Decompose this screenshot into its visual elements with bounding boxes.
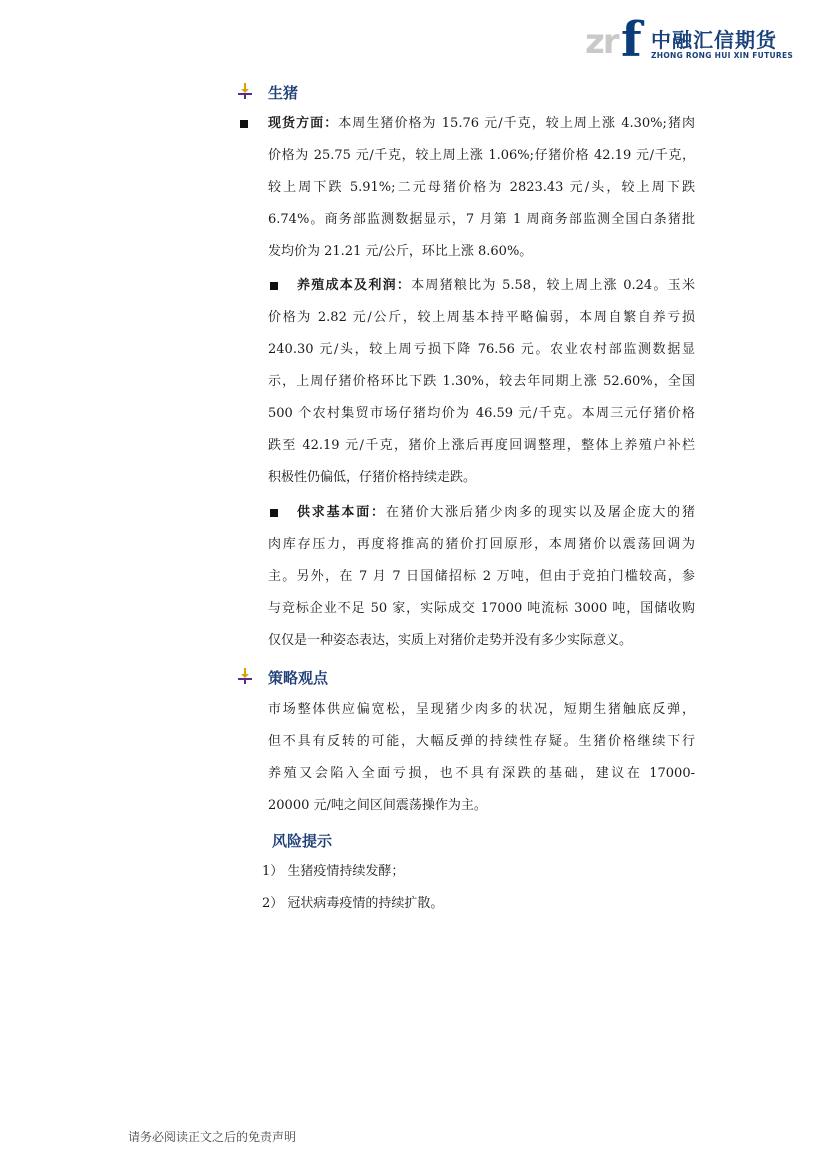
- logo-name-cn: 中融汇信期货: [651, 28, 777, 52]
- spot-label: 现货方面：: [268, 116, 339, 131]
- list-item: 1） 生猪疫情持续发酵；: [262, 864, 405, 879]
- logo-name-en: ZHONG RONG HUI XIN FUTURES: [651, 51, 794, 60]
- supply-paragraph: 供求基本面：在猪价大涨后猪少肉多的现实以及屠企庞大的猪 肉库存压力，再度将推高的猪价打回原形，本周猪价以震荡回调为 主。另外，在 7 月 7 日国储招标 2 万吨，但由于竞拍门槛较高，参 与竞标企业不足 50 家，实际成交 17000 吨流标 3000 吨，国储收购 仅仅是一种姿态表达，实质上对猪价走势并没有多少实际意义。: [268, 505, 695, 648]
- spot-paragraph: 现货方面：本周生猪价格为 15.76 元/千克，较上周上涨 4.30%;猪肉 价格为 25.75 元/千克，较上周上涨 1.06%;仔猪价格 42.19 元/千克， 较上周下跌 5.91%;二元母猪价格为 2823.43 元/头，较上周下跌 6.74%。商务部监测数据显示，7 月第 1 周商务部监测全国白条猪批 发均价为 21.21 元/公斤，环比上涨 8.60%。: [268, 116, 695, 259]
- company-logo: [585, 12, 794, 68]
- logo-mark-zr: zr: [585, 22, 618, 62]
- logo-mark-f: f: [621, 12, 642, 68]
- cost-paragraph: 养殖成本及利润：本周猪粮比为 5.58，较上周上涨 0.24。玉米 价格为 2.82 元/公斤，较上周基本持平略偏弱，本周自繁自养亏损 240.30 元/头，较上周亏损下降 76.56 元。农业农村部监测数据显 示，上周仔猪价格环比下跌 1.30%，较去年同期上涨 52.60%，全国 500 个农村集贸市场仔猪均价为 46.59 元/千克。本周三元仔猪价格 跌至 42.19 元/千克，猪价上涨后再度回调整理，整体上养殖户补栏 积极性仍偏低，仔猪价格持续走跌。: [268, 278, 695, 485]
- section-title-pig: 生猪: [268, 84, 299, 102]
- list-item: 2） 冠状病毒疫情的持续扩散。: [262, 896, 444, 911]
- strategy-paragraph: 市场整体供应偏宽松，呈现猪少肉多的状况，短期生猪触底反弹， 但不具有反转的可能，大幅反弹的持续性存疑。生猪价格继续下行 养殖又会陷入全面亏损，也不具有深跌的基础，建议在 17000- 20000 元/吨之间区间震荡操作为主。: [268, 702, 695, 813]
- section-title-risk: 风险提示: [272, 832, 333, 850]
- square-bullet-icon: [240, 120, 248, 128]
- arrow-cross-icon: [238, 668, 252, 684]
- arrow-cross-icon: [238, 83, 252, 99]
- section-title-strategy: 策略观点: [268, 669, 329, 687]
- disclaimer-footer: 请务必阅读正文之后的免责声明: [128, 1130, 297, 1144]
- supply-label: 供求基本面：: [297, 505, 386, 520]
- cost-label: 养殖成本及利润：: [297, 278, 412, 293]
